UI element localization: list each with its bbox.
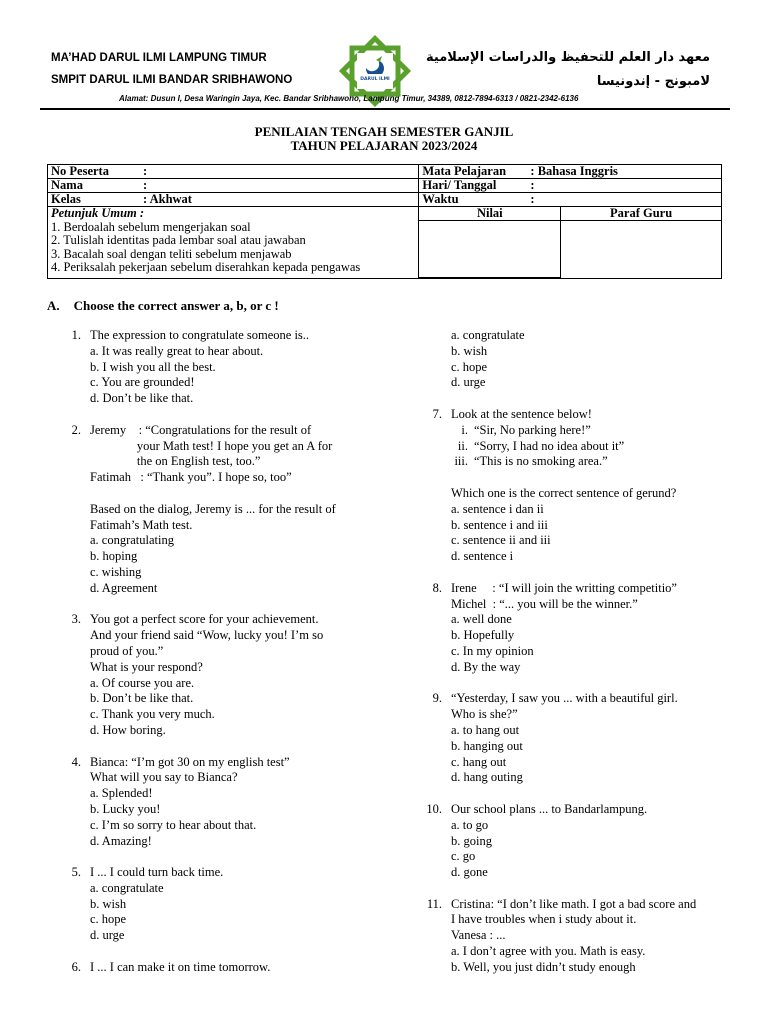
question-1: 1. The expression to congratulate someone is.. a. It was really great to hear about. b. I wish you all the best. c. You are grounded! d. Don’t be like that. <box>61 328 421 407</box>
identity-table <box>47 164 722 279</box>
nama-cell: Nama : <box>48 179 419 193</box>
answer-option[interactable]: a. Of course you are. <box>90 675 195 690</box>
answer-option[interactable]: a. I don’t agree with you. Math is easy. <box>451 944 646 959</box>
question-11: 11. Cristina: “I don’t like math. I got a bad score and I have troubles when i study about it. Vanesa : ... a. I don’t agree with you. Math is easy. b. Well, you just didn’t study enough <box>422 897 742 976</box>
answer-option[interactable]: b. Don’t be like that. <box>90 691 194 706</box>
answer-option[interactable]: a. to hang out <box>451 722 520 737</box>
answer-option[interactable]: a. well done <box>451 612 512 627</box>
answer-option[interactable]: c. wishing <box>90 564 142 579</box>
arabic-name-line2: لامبونج - إندونيسا <box>596 74 710 89</box>
instruction-item: 4. Periksalah pekerjaan sebelum diserahkan kepada pengawas <box>51 260 361 274</box>
answer-option[interactable]: d. gone <box>451 865 488 880</box>
answer-option[interactable]: b. wish <box>90 896 127 911</box>
svg-text:DARUL ILMI: DARUL ILMI <box>360 77 390 82</box>
question-7: 7. Look at the sentence below! i. “Sir, No parking here!” ii. “Sorry, I had no idea about it” iii. “This is no smoking area.” Which one is the correct sentence of gerund? a. sentence i dan ii b. sentence i and iii c. sentence ii and iii d. sentence i <box>422 407 742 565</box>
answer-option[interactable]: b. sentence i and iii <box>451 517 548 532</box>
right-column <box>422 328 742 976</box>
instructions-cell <box>48 207 419 279</box>
answer-option[interactable]: c. I’m so sorry to hear about that. <box>90 817 257 832</box>
answer-option[interactable]: d. Amazing! <box>90 833 152 848</box>
instruction-item: 1. Berdoalah sebelum mengerjakan soal <box>51 219 251 234</box>
section-heading: A. Choose the correct answer a, b, or c ! <box>47 298 279 313</box>
school-name-line2: SMPIT DARUL ILMI BANDAR SRIBHAWONO <box>51 74 293 86</box>
answer-option[interactable]: d. urge <box>451 375 486 390</box>
answer-option[interactable]: b. Lucky you! <box>90 801 161 816</box>
answer-option[interactable]: a. sentence i dan ii <box>451 501 544 516</box>
answer-option[interactable]: d. Don’t be like that. <box>90 391 194 406</box>
answer-option[interactable]: a. to go <box>451 817 489 832</box>
answer-option[interactable]: d. By the way <box>451 659 521 674</box>
exam-title: PENILAIAN TENGAH SEMESTER GANJIL <box>254 124 514 139</box>
answer-option[interactable]: c. hope <box>90 912 127 927</box>
answer-option[interactable]: c. go <box>451 849 476 864</box>
answer-option[interactable]: c. Thank you very much. <box>90 707 215 722</box>
answer-option[interactable]: b. going <box>451 833 492 848</box>
question-10: 10. Our school plans ... to Bandarlampung. a. to go b. going c. go d. gone <box>422 802 742 881</box>
answer-option[interactable]: c. sentence ii and iii <box>451 533 551 548</box>
answer-option[interactable]: d. hang outing <box>451 770 523 785</box>
answer-option[interactable]: a. congratulate <box>90 880 164 895</box>
answer-option[interactable]: b. hoping <box>90 549 138 564</box>
arabic-name-line1: معهد دار العلم للتحفيظ والدراسات الإسلامية <box>426 50 710 65</box>
answer-option[interactable]: a. congratulate <box>451 328 525 342</box>
answer-option[interactable]: c. In my opinion <box>451 643 534 658</box>
question-3: 3. You got a perfect score for your achievement. And your friend said “Wow, lucky you! I’m so proud of you.” What is your respond? a. Of course you are. b. Don’t be like that. c. Thank you very much. d. How boring. <box>61 612 421 738</box>
answer-option[interactable]: b. wish <box>451 343 488 358</box>
header-divider <box>40 108 730 110</box>
answer-option[interactable]: b. hanging out <box>451 738 523 753</box>
answer-option[interactable]: d. Agreement <box>90 580 158 595</box>
answer-option[interactable]: a. congratulating <box>90 533 174 548</box>
exam-year: TAHUN PELAJARAN 2023/2024 <box>290 138 478 153</box>
answer-option[interactable]: d. urge <box>90 928 125 943</box>
answer-option[interactable]: b. Well, you just didn’t study enough <box>451 959 636 974</box>
waktu-cell: Waktu : <box>419 193 722 207</box>
answer-option[interactable]: d. sentence i <box>451 549 514 564</box>
nilai-box[interactable] <box>419 221 561 279</box>
petunjuk-label: Petunjuk Umum : <box>51 206 145 220</box>
answer-option[interactable]: b. Hopefully <box>451 628 515 643</box>
question-2: 2. Jeremy : “Congratulations for the result of your Math test! I hope you get an A for the on English test, too.” Fatimah : “Thank you”. I hope so, too” Based on the dialog, Jeremy is ... for the result of Fatimah’s Math test. a. congratulating b. hoping c. wishing d. Agreement <box>61 423 421 597</box>
paraf-guru-header: Paraf Guru <box>561 207 722 221</box>
school-address: Alamat: Dusun I, Desa Waringin Jaya, Kec. Bandar Sribhawono, Lampung Timur, 34389, 0812-7894-6313 / 0821-2342-6136 <box>119 94 579 103</box>
nilai-header: Nilai <box>419 207 561 221</box>
paraf-guru-box[interactable] <box>561 221 722 279</box>
question-6: 6. I ... I can make it on time tomorrow. <box>71 959 271 974</box>
answer-option[interactable]: d. How boring. <box>90 722 166 737</box>
instruction-item: 3. Bacalah soal dengan teliti sebelum menjawab <box>51 246 292 261</box>
question-9: 9. “Yesterday, I saw you ... with a beautiful girl. Who is she?” a. to hang out b. hanging out c. hang out d. hang outing <box>422 691 742 786</box>
question-4: 4. Bianca: “I’m got 30 on my english test” What will you say to Bianca? a. Splended! b. Lucky you! c. I’m so sorry to hear about that. d. Amazing! <box>61 755 421 850</box>
hari-tanggal-cell: Hari/ Tanggal : <box>419 179 722 193</box>
kelas-cell: Kelas : Akhwat <box>48 193 419 207</box>
left-column <box>61 328 421 976</box>
question-6-options <box>422 328 742 391</box>
school-name-line1: MA’HAD DARUL ILMI LAMPUNG TIMUR <box>51 52 267 64</box>
answer-option[interactable]: b. I wish you all the best. <box>90 359 216 374</box>
no-peserta-cell: No Peserta : <box>48 165 419 179</box>
question-8: 8. Irene : “I will join the writting competitio” Michel : “... you will be the winner.” a. well done b. Hopefully c. In my opinion d. By the way <box>422 581 742 676</box>
mata-pelajaran-cell: Mata Pelajaran : Bahasa Inggris <box>419 165 722 179</box>
answer-option[interactable]: c. You are grounded! <box>90 375 195 390</box>
question-5: 5. I ... I could turn back time. a. congratulate b. wish c. hope d. urge <box>61 865 421 944</box>
answer-option[interactable]: c. hang out <box>451 754 507 769</box>
answer-option[interactable]: a. It was really great to hear about. <box>90 343 264 358</box>
instruction-item: 2. Tulislah identitas pada lembar soal atau jawaban <box>51 233 306 247</box>
answer-option[interactable]: c. hope <box>451 359 488 374</box>
answer-option[interactable]: a. Splended! <box>90 786 153 801</box>
